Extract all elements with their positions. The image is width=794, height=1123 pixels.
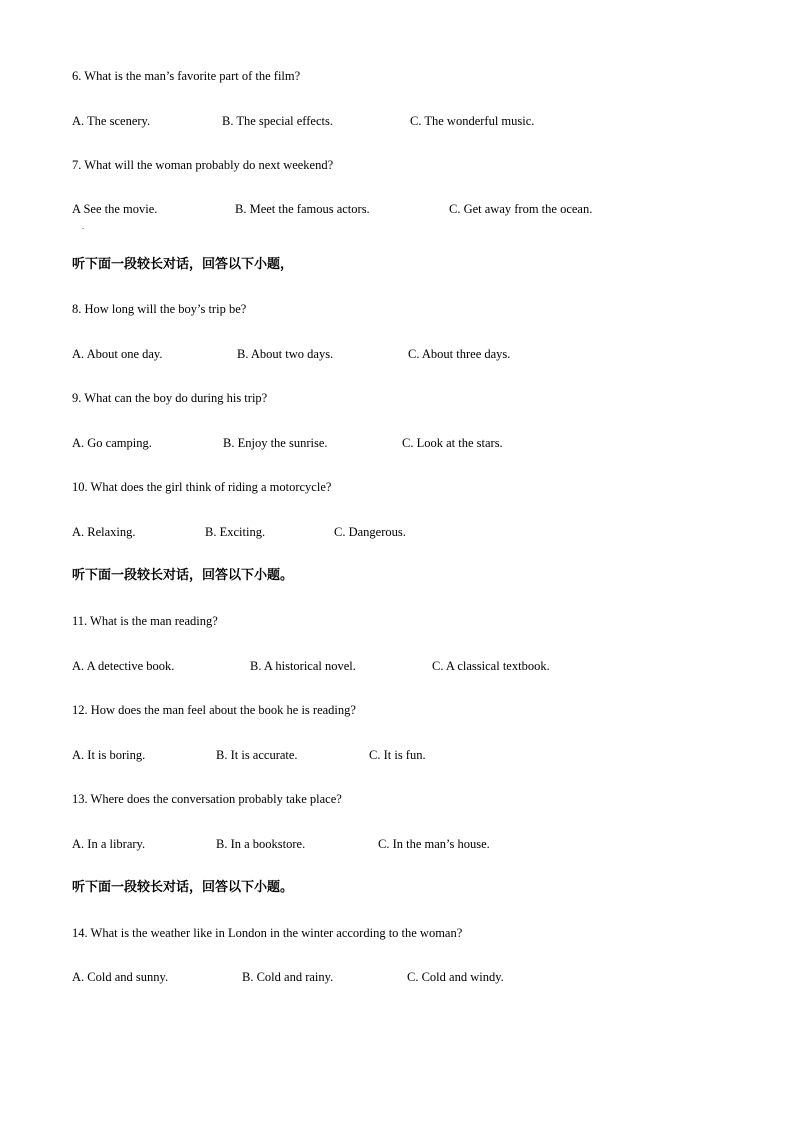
question-12-option-c: C. It is fun. [369,748,426,762]
question-10-option-a: A. Relaxing. [72,525,136,539]
question-13-option-a: A. In a library. [72,837,146,851]
question-11-option-a: A. A detective book. [72,659,175,673]
question-8: 8. How long will the boy’s trip be? [72,302,247,316]
question-6-option-b: B. The special effects. [222,114,333,128]
question-10-option-b: B. Exciting. [205,525,266,539]
question-7: 7. What will the woman probably do next weekend? [72,158,334,172]
question-8-option-b: B. About two days. [237,347,334,361]
question-8-option-a: A. About one day. [72,347,163,361]
question-12-option-b: B. It is accurate. [216,748,298,762]
question-11-option-c: C. A classical textbook. [432,659,550,673]
question-12-option-a: A. It is boring. [72,748,146,762]
question-9-option-c: C. Look at the stars. [402,436,503,450]
section-heading-2: 听下面一段较长对话，回答以下小题。 [72,568,294,583]
question-7-option-b: B. Meet the famous actors. [235,202,370,216]
question-6-option-a: A. The scenery. [72,114,151,128]
question-14-option-c: C. Cold and windy. [407,970,504,984]
question-9-option-a: A. Go camping. [72,436,152,450]
question-11: 11. What is the man reading? [72,614,218,628]
section-heading-1: 听下面一段较长对话，回答以下小题， [72,257,294,272]
question-6-option-c: C. The wonderful music. [410,114,535,128]
stray-mark: . [82,222,84,231]
question-9: 9. What can the boy do during his trip? [72,391,268,405]
question-13-option-b: B. In a bookstore. [216,837,306,851]
question-7-option-a: A See the movie. [72,202,158,216]
question-14-option-a: A. Cold and sunny. [72,970,169,984]
question-14-option-b: B. Cold and rainy. [242,970,334,984]
question-10: 10. What does the girl think of riding a motorcycle? [72,480,332,494]
question-13-option-c: C. In the man’s house. [378,837,490,851]
question-6: 6. What is the man’s favorite part of the film? [72,69,301,83]
question-14: 14. What is the weather like in London in the winter according to the woman? [72,926,463,940]
section-heading-3: 听下面一段较长对话，回答以下小题。 [72,880,294,895]
question-9-option-b: B. Enjoy the sunrise. [223,436,328,450]
question-13: 13. Where does the conversation probably take place? [72,792,342,806]
question-11-option-b: B. A historical novel. [250,659,356,673]
question-8-option-c: C. About three days. [408,347,511,361]
question-12: 12. How does the man feel about the book he is reading? [72,703,356,717]
question-7-option-c: C. Get away from the ocean. [449,202,593,216]
question-10-option-c: C. Dangerous. [334,525,406,539]
